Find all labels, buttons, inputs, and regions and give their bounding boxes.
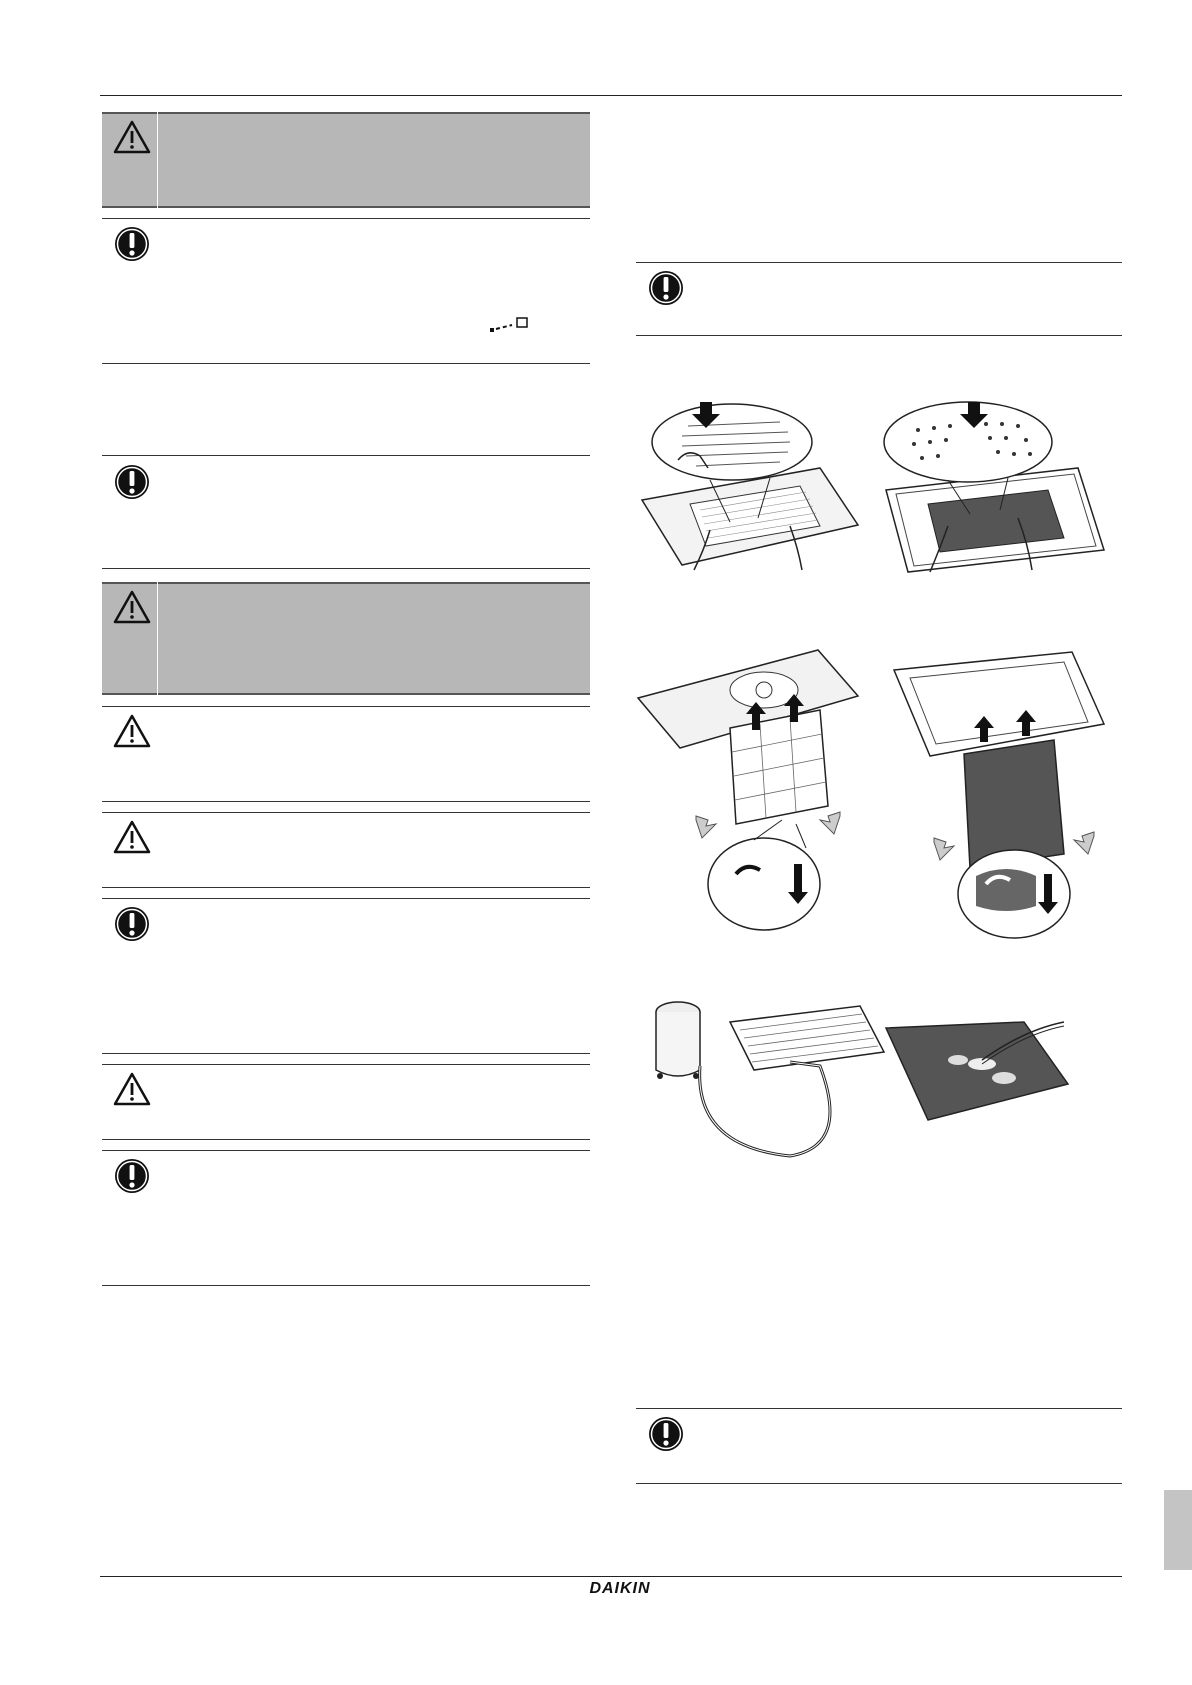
- exclamation-circle-icon: [112, 904, 152, 944]
- filter-removal-standard-panel: [636, 648, 866, 938]
- notice-box-4: [102, 898, 590, 1054]
- caution-box-1: [102, 706, 590, 802]
- warning-triangle-icon: [112, 712, 152, 752]
- brand-logo: DAIKIN: [589, 1580, 651, 1597]
- warning-box-2: [102, 582, 590, 695]
- notice-box-5: [102, 1150, 590, 1286]
- exclamation-circle-icon: [646, 268, 686, 308]
- header-rule: [100, 95, 1122, 96]
- caution-box-3: [102, 1064, 590, 1140]
- exclamation-circle-icon: [646, 1414, 686, 1454]
- warning-triangle-icon: [112, 118, 152, 158]
- warning-box-1: [102, 112, 590, 208]
- caution-box-2: [102, 812, 590, 888]
- notice-box-right-1: [636, 262, 1122, 336]
- water-rinsing-filter: [884, 1020, 1074, 1130]
- notice-box-2: [102, 364, 590, 456]
- footer-rule: [100, 1576, 1122, 1577]
- notice-box-right-2: [636, 1408, 1122, 1484]
- notice-box-1: [102, 218, 590, 364]
- filter-grille-push-tab-standard-panel: [640, 400, 860, 575]
- exclamation-circle-icon: [112, 462, 152, 502]
- notice-box-3: [102, 456, 590, 569]
- warning-triangle-icon: [112, 1070, 152, 1110]
- exclamation-circle-icon: [112, 224, 152, 264]
- warning-triangle-icon: [112, 588, 152, 628]
- vacuum-cleaning-filter: [650, 996, 890, 1166]
- chapter-thumb-tab: [1164, 1490, 1192, 1570]
- filter-grille-push-tab-designer-panel: [878, 400, 1108, 580]
- exclamation-circle-icon: [112, 1156, 152, 1196]
- warning-triangle-icon: [112, 818, 152, 858]
- filter-removal-designer-panel: [874, 644, 1114, 944]
- remote-signal-icon: [488, 316, 534, 336]
